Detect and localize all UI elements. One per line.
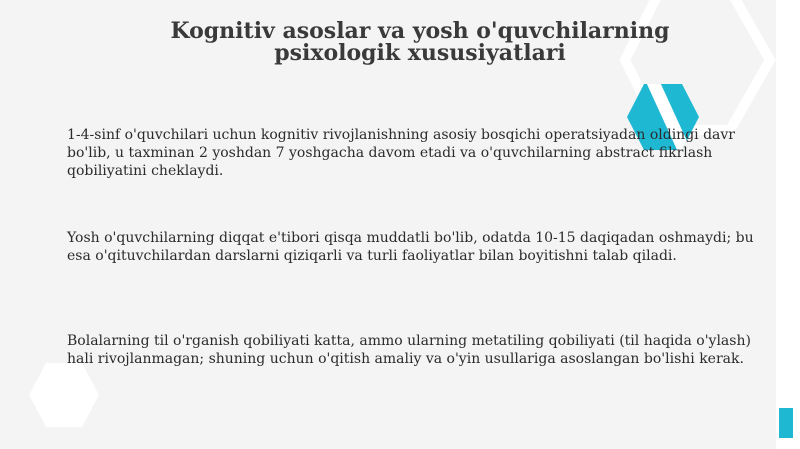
- slide-title: Kognitiv asoslar va yosh o'quvchilarning psixologik xususiyatlari: [170, 18, 670, 66]
- right-margin: [776, 0, 800, 449]
- paragraph-cognitive-stage: 1-4-sinf o'quvchilari uchun kognitiv rivojlanishning asosiy bosqichi operatsiyadan oldingi davr bo'lib, u taxminan 2 yoshdan 7 yoshgacha davom etadi va o'quvchilarning abstract fikrlash qobiliyatini cheklaydi.: [67, 127, 735, 179]
- paragraph-language-ability: Bolalarning til o'rganish qobiliyati katta, ammo ularning metatiling qobiliyati (til haqida o'ylash) hali rivojlanmagan; shuning uchun o'qitish amaliy va o'yin usullariga asoslangan bo'lishi kerak.: [67, 333, 751, 367]
- accent-bar: [779, 408, 793, 438]
- paragraph-attention-span: Yosh o'quvchilarning diqqat e'tibori qisqa muddatli bo'lib, odatda 10-15 daqiqadan oshmaydi; bu esa o'qituvchilardan darslarni qiziqarli va turli faoliyatlar bilan boyitishni talab qiladi.: [67, 230, 754, 264]
- white-hexagon-decoration: [28, 362, 100, 428]
